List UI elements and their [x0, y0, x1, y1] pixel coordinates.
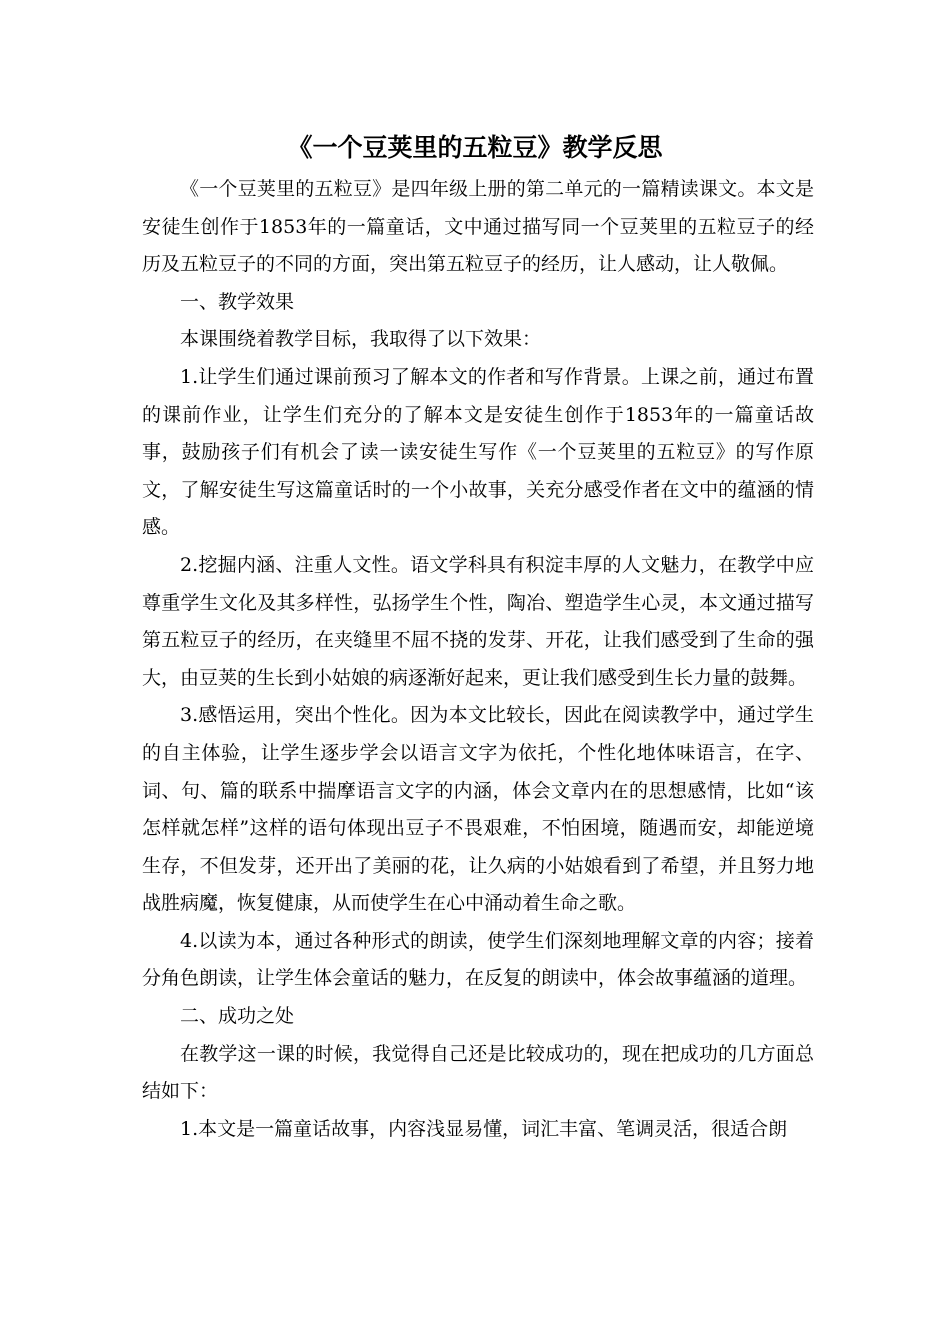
section-heading-teaching-effect: 一、教学效果 [180, 290, 295, 313]
paragraph-effect-3: 3.感悟运用，突出个性化。因为本文比较长，因此在阅读教学中，通过学生的自主体验，让学生逐步学会以语言文字为依托，个性化地体味语言，在字、词、句、篇的联系中揣摩语言文字的内涵，体会文章内在的思想感情，比如“该怎样就怎样”这样的语句体现出豆子不畏艰难，不怕困境，随遇而安，却能逆境生存，不但发芽，还开出了美丽的花，让久病的小姑娘看到了希望，并且努力地战胜病魔，恢复健康，从而使学生在心中涌动着生命之歌。 [142, 704, 814, 915]
paragraph-effect-4: 4.以读为本，通过各种形式的朗读，使学生们深刻地理解文章的内容；接着分角色朗读，让学生体会童话的魅力，在反复的朗读中，体会故事蕴涵的道理。 [142, 929, 814, 990]
paragraph-effect-2: 2.挖掘内涵、注重人文性。语文学科具有积淀丰厚的人文魅力，在教学中应尊重学生文化及其多样性，弘扬学生个性，陶冶、塑造学生心灵，本文通过描写第五粒豆子的经历，在夹缝里不屈不挠的发芽、开花，让我们感受到了生命的强大，由豆荚的生长到小姑娘的病逐渐好起来，更让我们感受到生长力量的鼓舞。 [142, 553, 814, 689]
paragraph-success-1: 1.本文是一篇童话故事，内容浅显易懂，词汇丰富、笔调灵活，很适合朗 [180, 1117, 788, 1140]
section-heading-success: 二、成功之处 [180, 1005, 295, 1028]
document-title: 《一个豆荚里的五粒豆》教学反思 [287, 133, 663, 162]
paragraph-intro: 《一个豆荚里的五粒豆》是四年级上册的第二单元的一篇精读课文。本文是安徒生创作于1853年的一篇童话，文中通过描写同一个豆荚里的五粒豆子的经历及五粒豆子的不同的方面，突出第五粒豆子的经历，让人感动，让人敬佩。 [142, 178, 814, 276]
paragraph-success-intro: 在教学这一课的时候，我觉得自己还是比较成功的，现在把成功的几方面总结如下： [142, 1042, 814, 1103]
paragraph-effect-1: 1.让学生们通过课前预习了解本文的作者和写作背景。上课之前，通过布置的课前作业，让学生们充分的了解本文是安徒生创作于1853年的一篇童话故事，鼓励孩子们有机会了读一读安徒生写作《一个豆荚里的五粒豆》的写作原文，了解安徒生写这篇童话时的一个小故事，关充分感受作者在文中的蕴涵的情感。 [142, 365, 814, 539]
document-body [142, 171, 814, 1148]
paragraph-effect-intro: 本课围绕着教学目标，我取得了以下效果： [180, 328, 542, 351]
